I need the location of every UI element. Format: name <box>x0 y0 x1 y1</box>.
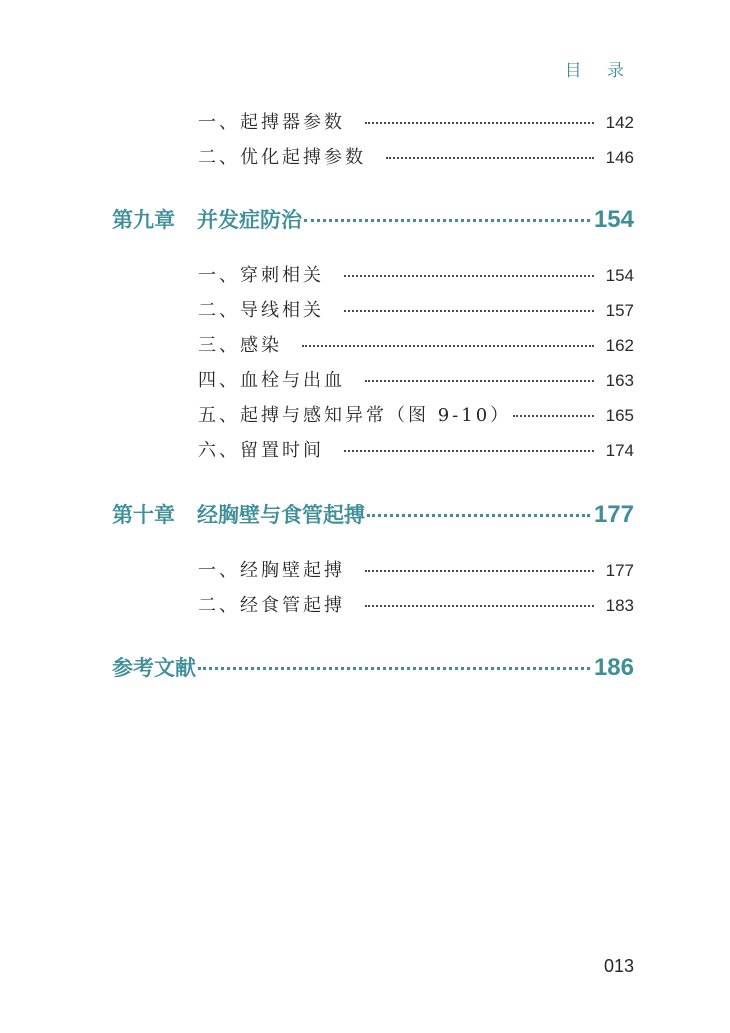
toc-entry-references[interactable] <box>112 652 634 686</box>
dot-leader <box>513 415 593 417</box>
toc-entry-section[interactable] <box>198 108 634 138</box>
chapter-number: 第九章 <box>112 208 175 232</box>
toc-entry-page: 157 <box>605 301 634 320</box>
toc-entry-label: 一、起搏器参数 <box>198 112 345 133</box>
dot-leader <box>386 157 594 159</box>
toc-entry-section[interactable] <box>198 591 634 621</box>
dot-leader <box>365 122 594 124</box>
chapter-title: 参考文献 <box>112 656 196 680</box>
toc-entry-page: 177 <box>605 561 634 580</box>
toc-entry-page: 174 <box>605 441 634 460</box>
chapter-title: 并发症防治 <box>197 208 302 232</box>
toc-entry-section[interactable] <box>198 296 634 326</box>
toc-entry-page: 177 <box>593 501 634 528</box>
toc-entry-label: 三、感染 <box>198 335 282 356</box>
toc-entry-section[interactable] <box>198 143 634 173</box>
toc-entry-page: 154 <box>593 206 634 233</box>
toc-entry-label: 五、起搏与感知异常（图 9-10） <box>198 405 512 426</box>
dot-leader <box>302 345 594 347</box>
toc-entry-page: 186 <box>593 654 634 681</box>
dot-leader <box>344 310 594 312</box>
toc-entry-section[interactable] <box>198 366 634 396</box>
toc-entry-label: 二、经食管起搏 <box>198 595 345 616</box>
toc-entry-section[interactable] <box>198 261 634 291</box>
dot-leader <box>367 514 590 517</box>
dot-leader <box>198 667 590 670</box>
dot-leader <box>365 380 594 382</box>
dot-leader <box>304 219 590 222</box>
toc-entry-chapter[interactable] <box>112 499 634 533</box>
toc-entry-label: 一、经胸壁起搏 <box>198 560 345 581</box>
toc-entry-page: 154 <box>605 266 634 285</box>
toc-entry-label: 二、导线相关 <box>198 300 324 321</box>
toc-entry-label: 二、优化起搏参数 <box>198 147 366 168</box>
chapter-title: 经胸壁与食管起搏 <box>197 503 365 527</box>
toc-entry-page: 183 <box>605 596 634 615</box>
chapter-number: 第十章 <box>112 503 175 527</box>
toc-entry-page: 163 <box>605 371 634 390</box>
toc-entry-label: 六、留置时间 <box>198 440 324 461</box>
dot-leader <box>365 605 594 607</box>
toc-entry-page: 142 <box>605 113 634 132</box>
toc-entry-section[interactable] <box>198 436 634 466</box>
toc-entry-page: 162 <box>605 336 634 355</box>
toc-entry-label: 一、穿刺相关 <box>198 265 324 286</box>
dot-leader <box>344 275 594 277</box>
toc-entry-page: 165 <box>605 406 634 425</box>
page-number: 013 <box>603 956 634 976</box>
dot-leader <box>344 450 594 452</box>
running-header: 目 录 <box>564 61 634 81</box>
toc-entry-section[interactable] <box>198 556 634 586</box>
toc-entry-label: 四、血栓与出血 <box>198 370 345 391</box>
toc-entry-section[interactable] <box>198 401 634 431</box>
toc-entry-chapter[interactable] <box>112 204 634 238</box>
toc-entry-page: 146 <box>605 148 634 167</box>
dot-leader <box>365 570 594 572</box>
toc-entry-section[interactable] <box>198 331 634 361</box>
